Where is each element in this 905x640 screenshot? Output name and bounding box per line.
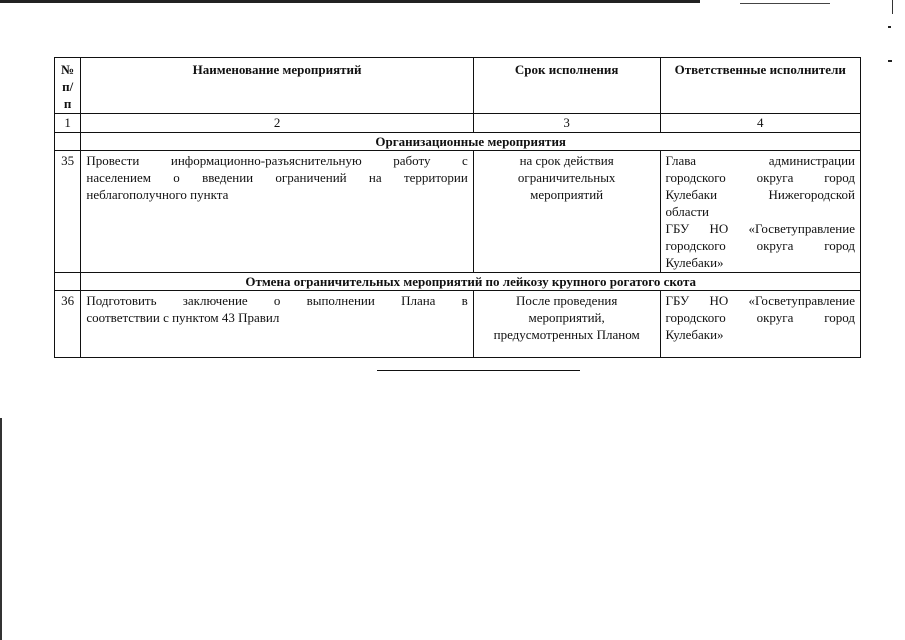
text-line: мероприятий (530, 187, 604, 202)
text-line: Кулебаки Нижегородской (665, 187, 855, 202)
text-line: городского округа город (665, 238, 855, 253)
header-term: Срок исполнения (473, 58, 660, 114)
scan-border-top-fragment (740, 3, 830, 4)
header-num: № п/п (55, 58, 81, 114)
text-line: ГБУ НО «Госветуправление (665, 221, 855, 236)
text-line: на срок действия (519, 153, 614, 168)
section-row (55, 133, 861, 151)
measure-name (81, 291, 473, 358)
section-title: Отмена ограничительных мероприятий по лейкозу крупного рогатого скота (81, 273, 861, 291)
measure-name (81, 151, 473, 273)
text-line: неблагополучного пункта (86, 187, 229, 202)
text-line: Кулебаки» (665, 327, 724, 342)
text-line: Провести информационно-разъяснительную работу с (86, 153, 468, 168)
text-line: городского округа город (665, 170, 855, 185)
measures-table (54, 57, 861, 358)
column-index-cell: 1 (55, 114, 81, 133)
text-line: Глава администрации (665, 153, 855, 168)
text-line: соответствии с пунктом 43 Правил (86, 310, 280, 325)
measure-responsible (660, 291, 860, 358)
text-line: городского округа город (665, 310, 855, 325)
text-line: предусмотренных Планом (493, 327, 640, 342)
text-line: ограничительных (517, 170, 616, 185)
text-line: После проведения (515, 293, 618, 308)
column-index-row (55, 114, 861, 133)
text-line: ГБУ НО «Госветуправление (665, 293, 855, 308)
header-name: Наименование мероприятий (81, 58, 473, 114)
table-row (55, 291, 861, 358)
column-index-cell: 3 (473, 114, 660, 133)
text-line: области (665, 204, 709, 219)
section-num-cell (55, 273, 81, 291)
end-of-document-rule (377, 370, 580, 371)
measure-term (473, 291, 660, 358)
header-responsible: Ответственные исполнители (660, 58, 860, 114)
table-header-row (55, 58, 861, 114)
text-line: Кулебаки» (665, 255, 724, 270)
scan-mark-right (892, 0, 893, 14)
table-row (55, 151, 861, 273)
section-row (55, 273, 861, 291)
scan-speck (888, 60, 892, 62)
scan-speck (888, 26, 891, 28)
column-index-cell: 4 (660, 114, 860, 133)
row-number: 35 (55, 151, 81, 273)
column-index-cell: 2 (81, 114, 473, 133)
row-number: 36 (55, 291, 81, 358)
measure-term (473, 151, 660, 273)
measure-responsible (660, 151, 860, 273)
section-title: Организационные мероприятия (81, 133, 861, 151)
section-num-cell (55, 133, 81, 151)
text-line: Подготовить заключение о выполнении Плана в (86, 293, 468, 308)
scan-border-left (0, 418, 2, 640)
text-line: населением о введении ограничений на территории (86, 170, 468, 185)
scan-border-top (0, 0, 700, 3)
text-line: мероприятий, (528, 310, 605, 325)
